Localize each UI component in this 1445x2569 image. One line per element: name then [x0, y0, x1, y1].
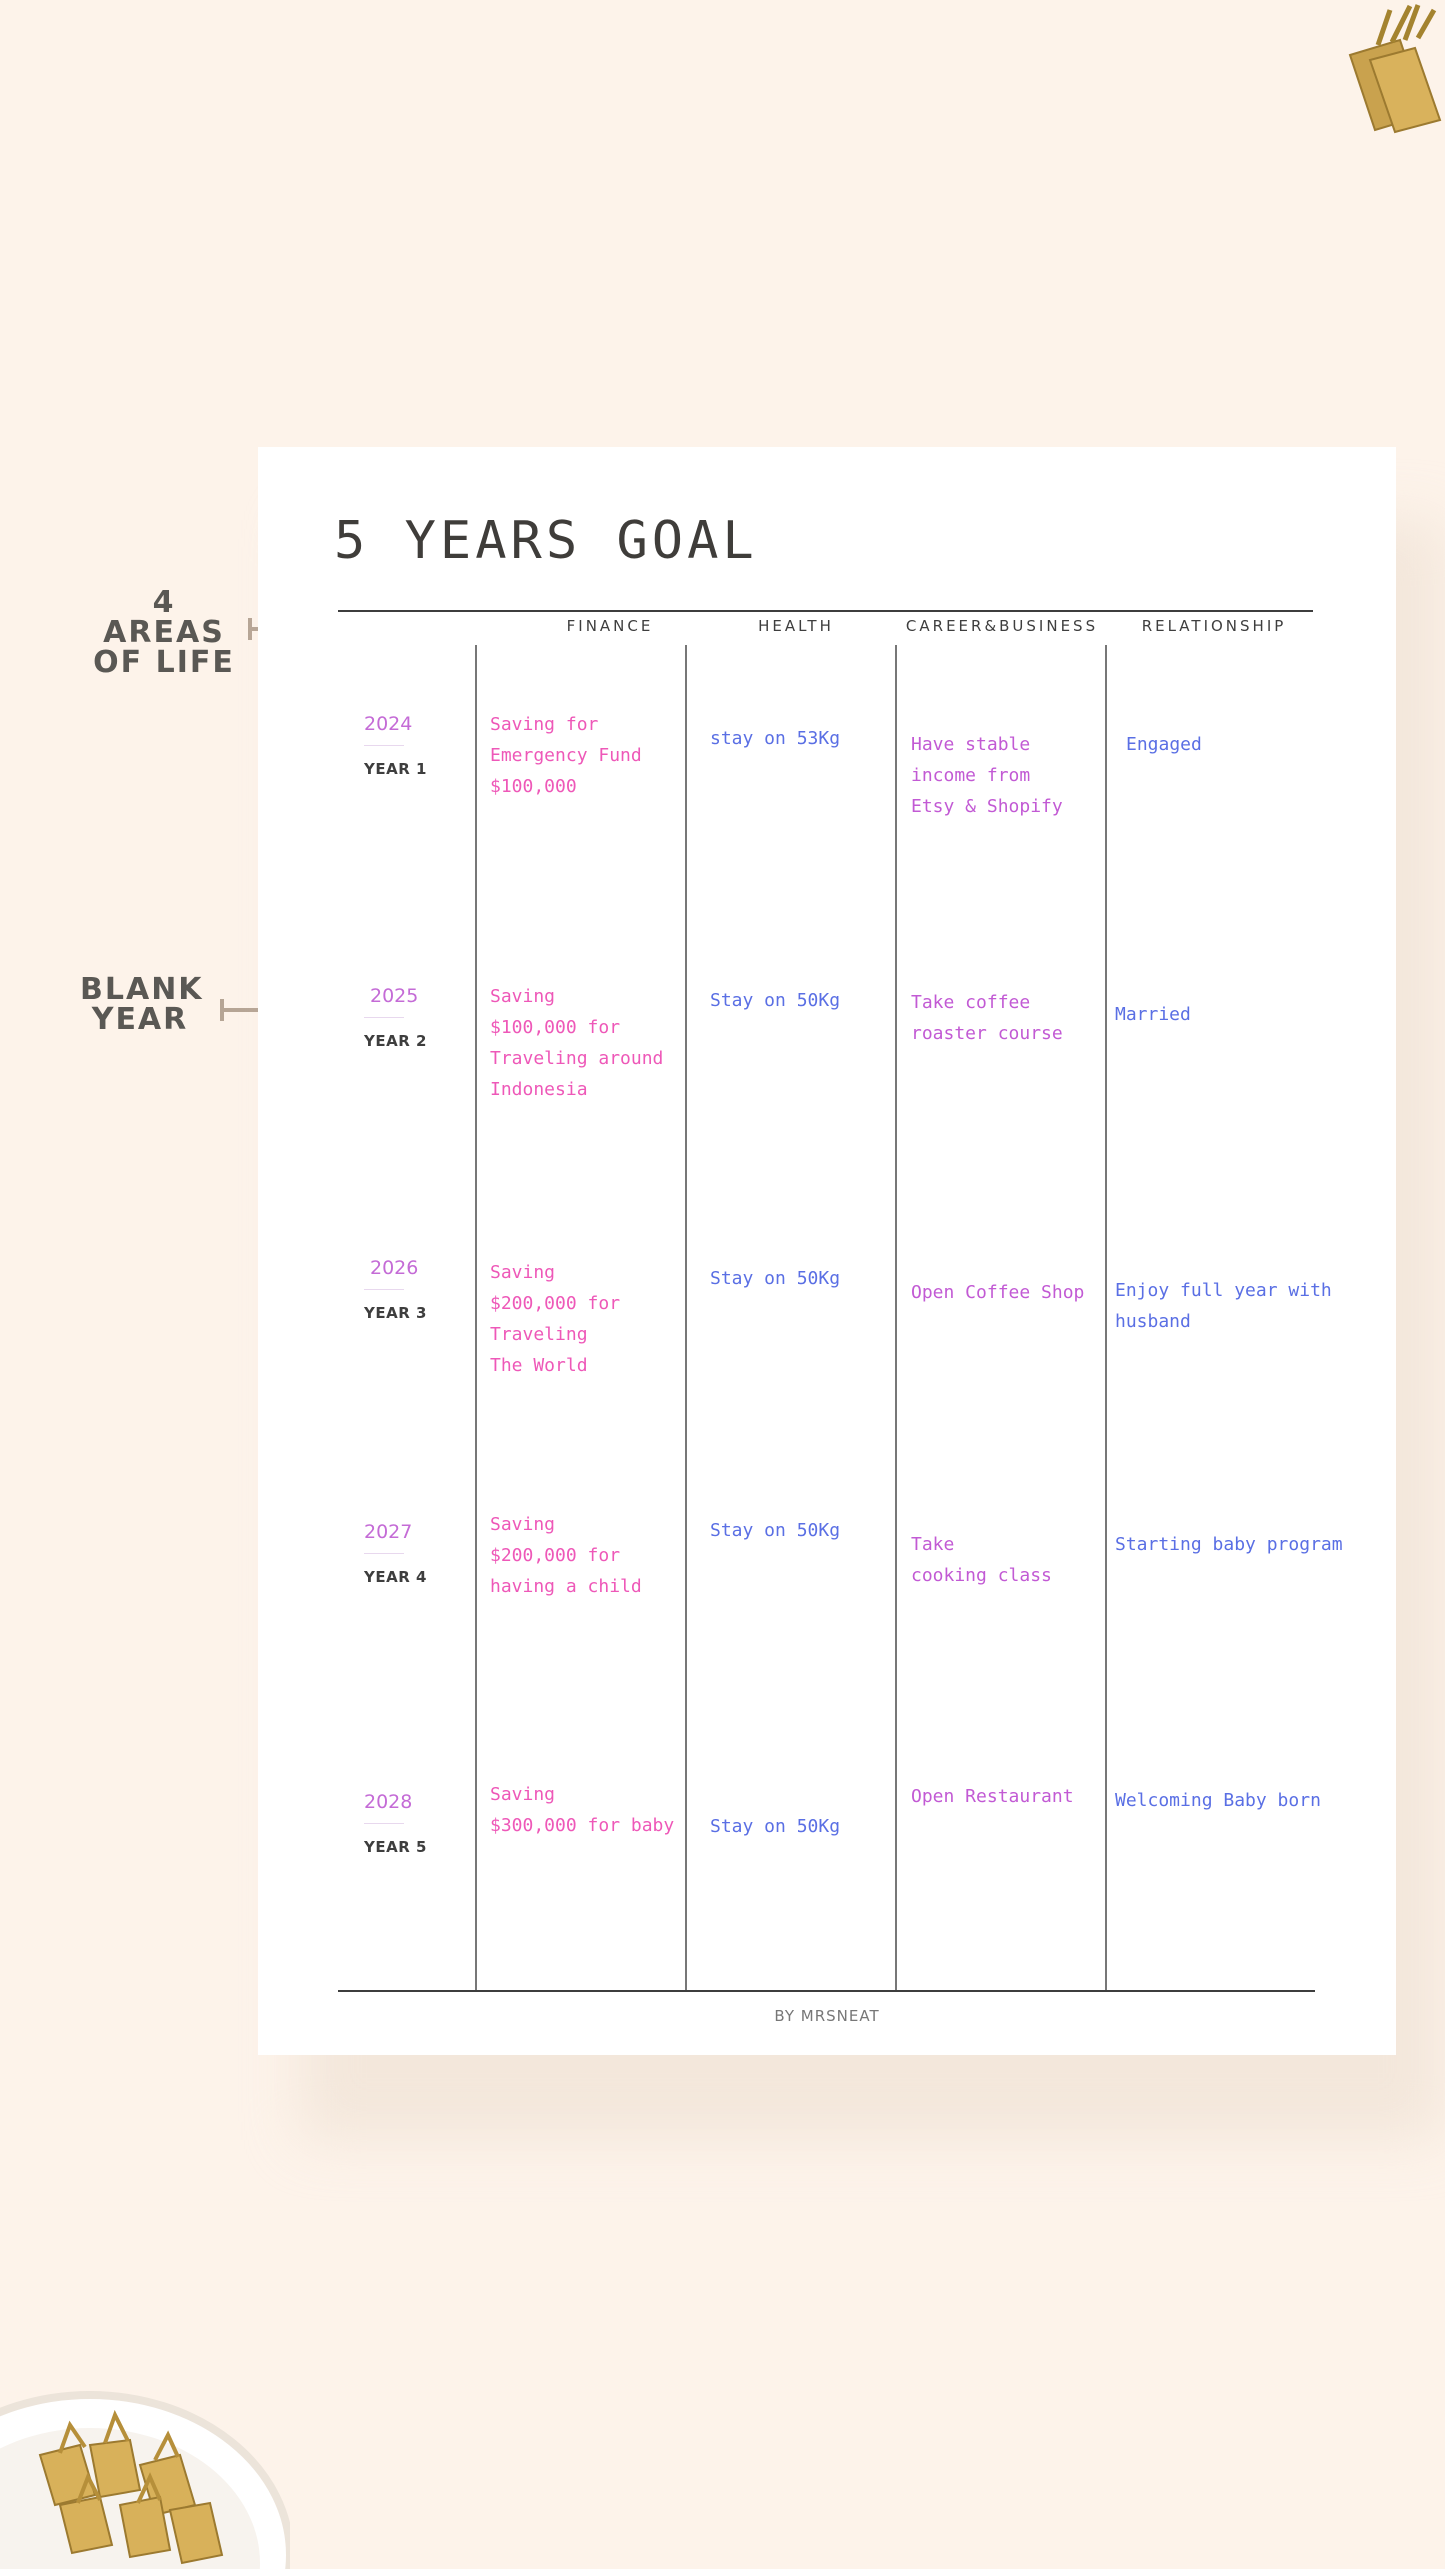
career-goal-3: Open Coffee Shop — [911, 1282, 1085, 1303]
year-number: 2025 — [370, 985, 419, 1007]
column-header-career: CAREER&BUSINESS — [905, 617, 1099, 635]
health-goal-4: Stay on 50Kg — [710, 1520, 841, 1541]
column-divider — [685, 645, 687, 1990]
health-goal-1: stay on 53Kg — [710, 728, 841, 749]
relationship-goal-5: Welcoming Baby born — [1115, 1790, 1321, 1811]
finance-goal-1: Saving for Emergency Fund $100,000 — [490, 714, 642, 797]
year-number: 2027 — [364, 1521, 413, 1543]
finance-goal-4: Saving $200,000 for having a child — [490, 1514, 642, 1597]
year-row-5 — [328, 1791, 448, 1856]
relationship-goal-1: Engaged — [1126, 734, 1202, 755]
year-underline — [364, 1289, 404, 1290]
year-underline — [364, 745, 404, 746]
year-label: YEAR 2 — [364, 1032, 427, 1050]
year-row-4 — [328, 1521, 448, 1586]
career-goal-4: Take cooking class — [911, 1534, 1052, 1586]
year-row-1 — [328, 713, 448, 778]
column-divider — [895, 645, 897, 1990]
binder-clip-icon — [1330, 0, 1445, 140]
year-label: YEAR 3 — [364, 1304, 427, 1322]
column-header-health: HEALTH — [758, 617, 834, 635]
career-goal-5: Open Restaurant — [911, 1786, 1074, 1807]
top-rule — [338, 610, 1313, 612]
column-divider — [475, 645, 477, 1990]
health-goal-2: Stay on 50Kg — [710, 990, 841, 1011]
year-underline — [364, 1553, 404, 1554]
blank-annotation-line2: YEAR — [91, 1002, 189, 1037]
footer-credit: BY MRSNEAT — [774, 2007, 880, 2025]
year-underline — [364, 1017, 404, 1018]
column-divider — [1105, 645, 1107, 1990]
career-goal-1: Have stable income from Etsy & Shopify — [911, 734, 1063, 817]
areas-annotation-line1: 4 AREAS — [103, 585, 225, 650]
blank-annotation-line1: BLANK — [80, 972, 204, 1007]
health-goal-5: Stay on 50Kg — [710, 1816, 841, 1837]
relationship-goal-2: Married — [1115, 1004, 1191, 1025]
year-label: YEAR 1 — [364, 760, 427, 778]
finance-goal-5: Saving $300,000 for baby — [490, 1784, 675, 1836]
blank-year-annotation — [80, 972, 204, 1037]
career-goal-2: Take coffee roaster course — [911, 992, 1063, 1044]
health-goal-3: Stay on 50Kg — [710, 1268, 841, 1289]
year-row-3 — [328, 1257, 448, 1322]
bottom-rule — [338, 1990, 1315, 1992]
page-title: 5 YEARS GOAL — [334, 511, 758, 571]
column-header-relationship: RELATIONSHIP — [1141, 617, 1287, 635]
year-number: 2026 — [370, 1257, 419, 1279]
relationship-goal-4: Starting baby program — [1115, 1534, 1343, 1555]
clip-bowl-icon — [0, 2385, 290, 2569]
year-underline — [364, 1823, 404, 1824]
planner-page — [258, 447, 1396, 2055]
column-header-finance: FINANCE — [566, 617, 654, 635]
areas-of-life-annotation — [90, 585, 238, 680]
year-row-2 — [328, 985, 448, 1050]
finance-goal-3: Saving $200,000 for Traveling The World — [490, 1262, 621, 1376]
year-label: YEAR 4 — [364, 1568, 427, 1586]
year-number: 2028 — [364, 1791, 413, 1813]
relationship-goal-3: Enjoy full year with husband — [1115, 1280, 1332, 1332]
year-number: 2024 — [364, 713, 413, 735]
year-label: YEAR 5 — [364, 1838, 427, 1856]
finance-goal-2: Saving $100,000 for Traveling around Indonesia — [490, 986, 664, 1100]
areas-annotation-line2: OF LIFE — [93, 645, 235, 680]
